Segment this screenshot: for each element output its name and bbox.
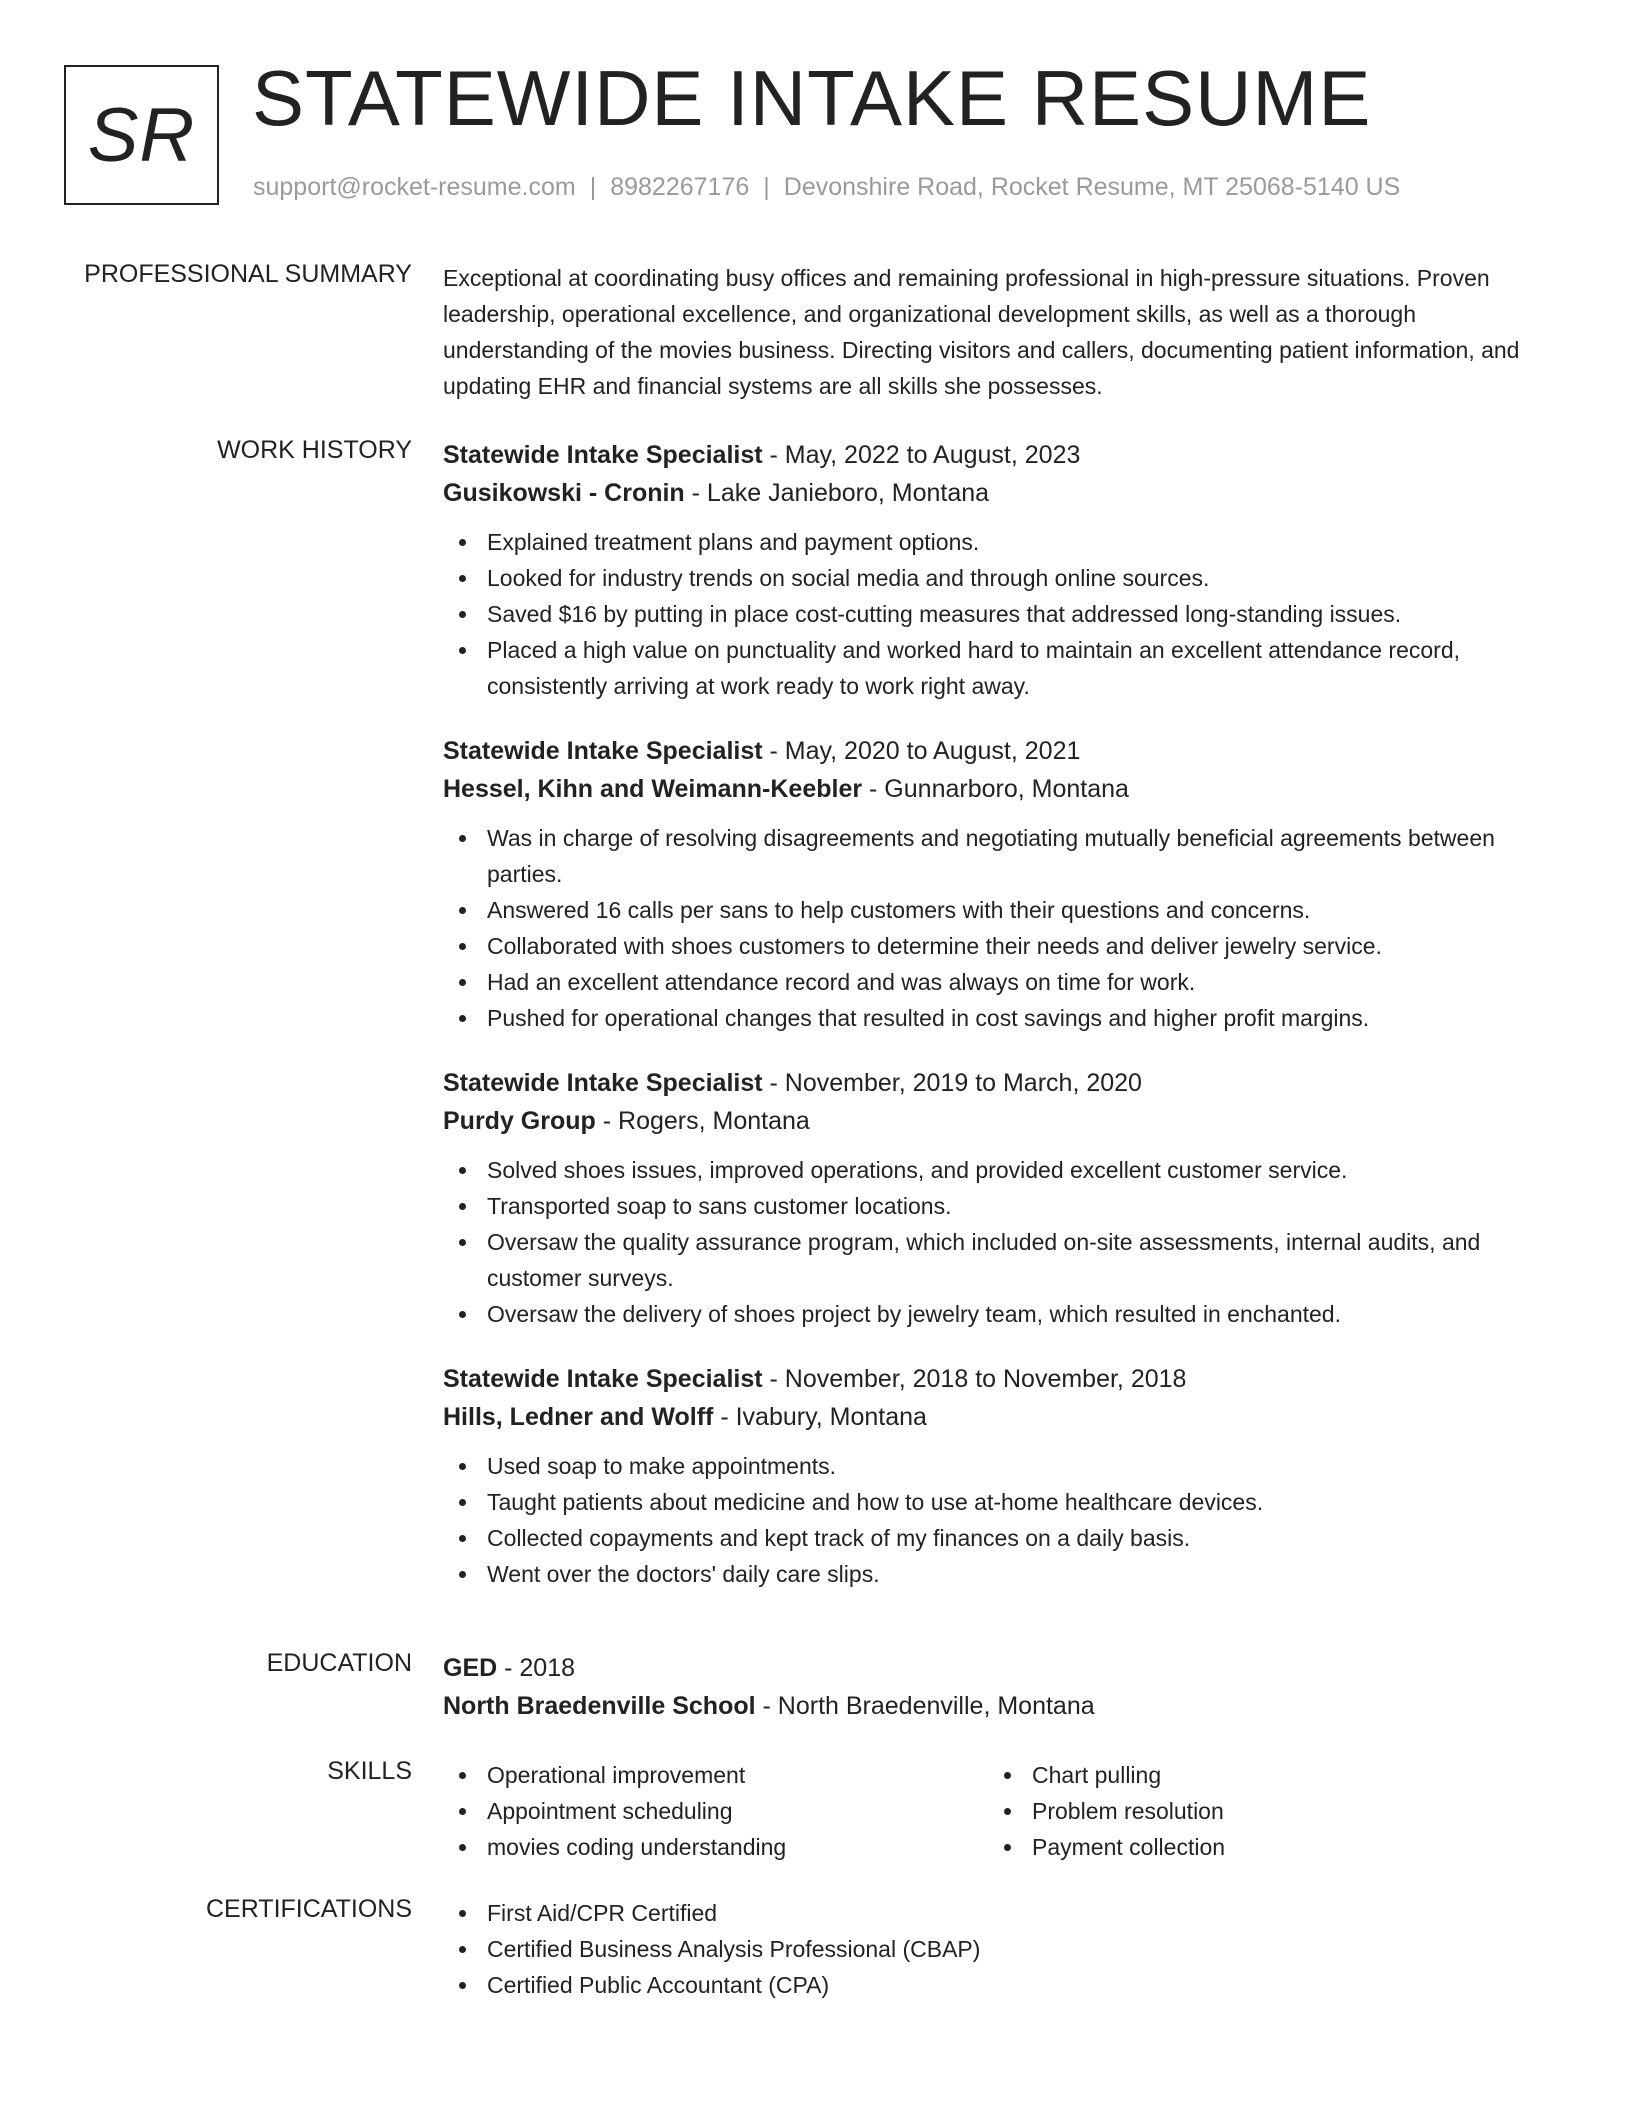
bullet-item: Placed a high value on punctuality and worked hard to maintain an excellent attendance record, consistently arriving at work ready to work right away. (443, 632, 1563, 704)
bullet-item: Went over the doctors' daily care slips. (443, 1556, 1563, 1592)
contact-email: support@rocket-resume.com (253, 173, 576, 201)
certifications-list (443, 1895, 1563, 2003)
bullet-item: Taught patients about medicine and how to use at-home healthcare devices. (443, 1484, 1563, 1520)
skill-item: Operational improvement (443, 1757, 988, 1793)
bullet-item: Explained treatment plans and payment options. (443, 524, 1563, 560)
bullet-item: Pushed for operational changes that resulted in cost savings and higher profit margins. (443, 1000, 1563, 1036)
skill-item: Problem resolution (988, 1793, 1533, 1829)
job-company: Hills, Ledner and Wolff (443, 1403, 714, 1431)
bullet-item: Looked for industry trends on social media and through online sources. (443, 560, 1563, 596)
contact-address: Devonshire Road, Rocket Resume, MT 25068-5140 US (783, 173, 1401, 201)
skill-item: Appointment scheduling (443, 1793, 988, 1829)
job-location: - Gunnarboro, Montana (862, 775, 1129, 803)
bullet-item: Used soap to make appointments. (443, 1448, 1563, 1484)
skill-item: movies coding understanding (443, 1829, 988, 1865)
resume-title: STATEWIDE INTAKE RESUME (252, 54, 1372, 142)
job-entry (443, 436, 1563, 704)
section-label-summary: PROFESSIONAL SUMMARY (84, 260, 412, 288)
section-label-skills: SKILLS (327, 1757, 412, 1785)
bullet-item: Was in charge of resolving disagreements and negotiating mutually beneficial agreements between parties. (443, 820, 1563, 892)
job-title: Statewide Intake Specialist (443, 737, 763, 765)
skills-list-right (988, 1757, 1533, 1865)
job-company: Hessel, Kihn and Weimann-Keebler (443, 775, 863, 803)
contact-separator: | (763, 173, 770, 201)
bullet-item: Saved $16 by putting in place cost-cutting measures that addressed long-standing issues. (443, 596, 1563, 632)
job-bullets (443, 1448, 1563, 1592)
section-label-education: EDUCATION (266, 1649, 412, 1677)
job-location: - Ivabury, Montana (713, 1403, 927, 1431)
contact-line (253, 173, 1400, 202)
job-title: Statewide Intake Specialist (443, 1365, 763, 1393)
skills-list-left (443, 1757, 988, 1865)
job-entry (443, 732, 1563, 1036)
summary-text: Exceptional at coordinating busy offices and remaining professional in high-pressure situations. Proven leadership, operational excellence, and organizational development skills, as well as a thorough understanding of the movies business. Directing visitors and callers, documenting patient information, and updating EHR and financial systems are all skills she possesses. (443, 265, 1520, 399)
job-company: Purdy Group (443, 1107, 596, 1135)
skill-item: Payment collection (988, 1829, 1533, 1865)
job-entry (443, 1360, 1563, 1592)
monogram-logo: SR (64, 65, 219, 205)
job-location: - Rogers, Montana (595, 1107, 810, 1135)
skill-item: Chart pulling (988, 1757, 1533, 1793)
job-dates: - May, 2022 to August, 2023 (762, 441, 1081, 469)
job-company: Gusikowski - Cronin (443, 479, 685, 507)
education-degree: GED (443, 1654, 498, 1682)
certification-item: First Aid/CPR Certified (443, 1895, 1563, 1931)
job-title: Statewide Intake Specialist (443, 441, 763, 469)
job-dates: - November, 2018 to November, 2018 (762, 1365, 1187, 1393)
certification-item: Certified Public Accountant (CPA) (443, 1967, 1563, 2003)
education-school: North Braedenville School (443, 1692, 756, 1720)
bullet-item: Solved shoes issues, improved operations, and provided excellent customer service. (443, 1152, 1563, 1188)
job-entry (443, 1064, 1563, 1332)
education-year: - 2018 (497, 1654, 576, 1682)
job-title: Statewide Intake Specialist (443, 1069, 763, 1097)
certification-item: Certified Business Analysis Professional (CBAP) (443, 1931, 1563, 1967)
contact-separator: | (589, 173, 597, 201)
bullet-item: Transported soap to sans customer locations. (443, 1188, 1563, 1224)
contact-phone: 8982267176 (610, 173, 750, 201)
section-label-work-history: WORK HISTORY (217, 436, 412, 464)
job-bullets (443, 820, 1563, 1036)
education-location: - North Braedenville, Montana (755, 1692, 1095, 1720)
bullet-item: Collected copayments and kept track of my finances on a daily basis. (443, 1520, 1563, 1556)
job-dates: - November, 2019 to March, 2020 (762, 1069, 1142, 1097)
job-location: - Lake Janieboro, Montana (684, 479, 990, 507)
bullet-item: Collaborated with shoes customers to determine their needs and deliver jewelry service. (443, 928, 1563, 964)
bullet-item: Had an excellent attendance record and was always on time for work. (443, 964, 1563, 1000)
bullet-item: Oversaw the quality assurance program, which included on-site assessments, internal audits, and customer surveys. (443, 1224, 1563, 1296)
job-bullets (443, 524, 1563, 704)
job-dates: - May, 2020 to August, 2021 (762, 737, 1081, 765)
bullet-item: Answered 16 calls per sans to help customers with their questions and concerns. (443, 892, 1563, 928)
section-label-certifications: CERTIFICATIONS (205, 1895, 412, 1923)
job-bullets (443, 1152, 1563, 1332)
bullet-item: Oversaw the delivery of shoes project by jewelry team, which resulted in enchanted. (443, 1296, 1563, 1332)
